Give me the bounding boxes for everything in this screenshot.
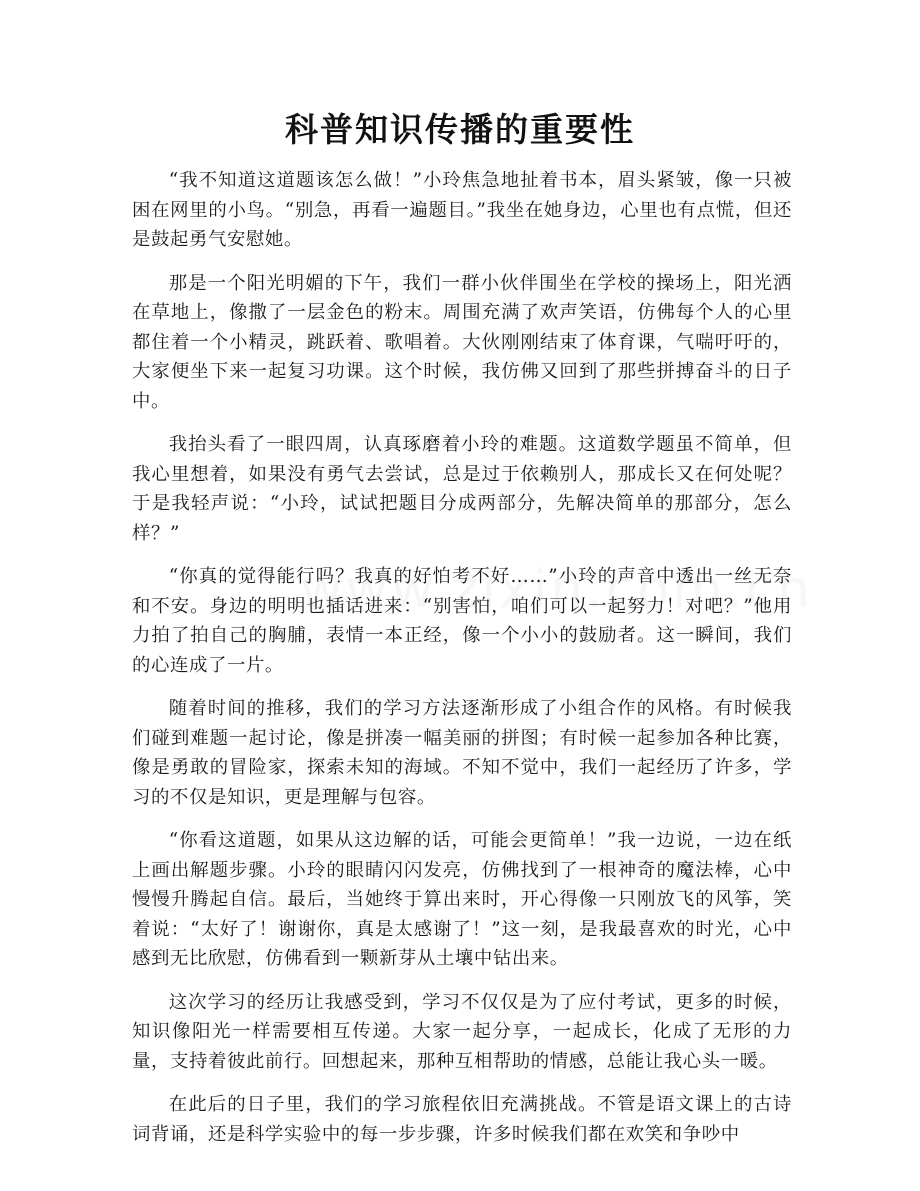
paragraph-6: “你看这道题，如果从这边解的话，可能会更简单！”我一边说，一边在纸上画出解题步骤。小玲的眼睛闪闪发亮，仿佛找到了一根神奇的魔法棒，心中慢慢升腾起自信。最后，当她终于算出来时，开心得像一只刚放飞的风筝，笑着说：“太好了！谢谢你，真是太感谢了！”这一刻，是我最喜欢的时光，心中感到无比欣慰，仿佛看到一颗新芽从土壤中钻出来。 xyxy=(132,830,792,969)
paragraph-3: 我抬头看了一眼四周，认真琢磨着小玲的难题。这道数学题虽不简单，但我心里想着，如果没有勇气去尝试，总是过于依赖别人，那成长又在何处呢？于是我轻声说：“小玲，试试把题目分成两部分，先解决简单的那部分，怎么样？” xyxy=(132,434,792,544)
paragraph-8: 在此后的日子里，我们的学习旅程依旧充满挑战。不管是语文课上的古诗词背诵，还是科学实验中的每一步步骤，许多时候我们都在欢笑和争吵中 xyxy=(132,1094,792,1145)
document-body xyxy=(132,166,792,1163)
paragraph-4: “你真的觉得能行吗？我真的好怕考不好……”小玲的声音中透出一丝无奈和不安。身边的明明也插话进来：“别害怕，咱们可以一起努力！对吧？”他用力拍了拍自己的胸脯，表情一本正经，像一个小小的鼓励者。这一瞬间，我们的心连成了一片。 xyxy=(132,566,792,676)
paragraph-5: 随着时间的推移，我们的学习方法逐渐形成了小组合作的风格。有时候我们碰到难题一起讨论，像是拼凑一幅美丽的拼图；有时候一起参加各种比赛，像是勇敢的冒险家，探索未知的海域。不知不觉中，我们一起经历了许多，学习的不仅是知识，更是理解与包容。 xyxy=(132,698,792,808)
paragraph-2: 那是一个阳光明媚的下午，我们一群小伙伴围坐在学校的操场上，阳光洒在草地上，像撒了一层金色的粉末。周围充满了欢声笑语，仿佛每个人的心里都住着一个小精灵，跳跃着、歌唱着。大伙刚刚结束了体育课，气喘吁吁的，大家便坐下来一起复习功课。这个时候，我仿佛又回到了那些拼搏奋斗的日子中。 xyxy=(132,272,792,412)
paragraph-1: “我不知道这道题该怎么做！”小玲焦急地扯着书本，眉头紧皱，像一只被困在网里的小鸟。“别急，再看一遍题目。”我坐在她身边，心里也有点慌，但还是鼓起勇气安慰她。 xyxy=(132,170,792,250)
paragraph-7: 这次学习的经历让我感受到，学习不仅仅是为了应付考试，更多的时候，知识像阳光一样需要相互传递。大家一起分享，一起成长，化成了无形的力量，支持着彼此前行。回想起来，那种互相帮助的情感，总能让我心头一暖。 xyxy=(132,991,792,1072)
document-title: 科普知识传播的重要性 xyxy=(285,110,635,149)
